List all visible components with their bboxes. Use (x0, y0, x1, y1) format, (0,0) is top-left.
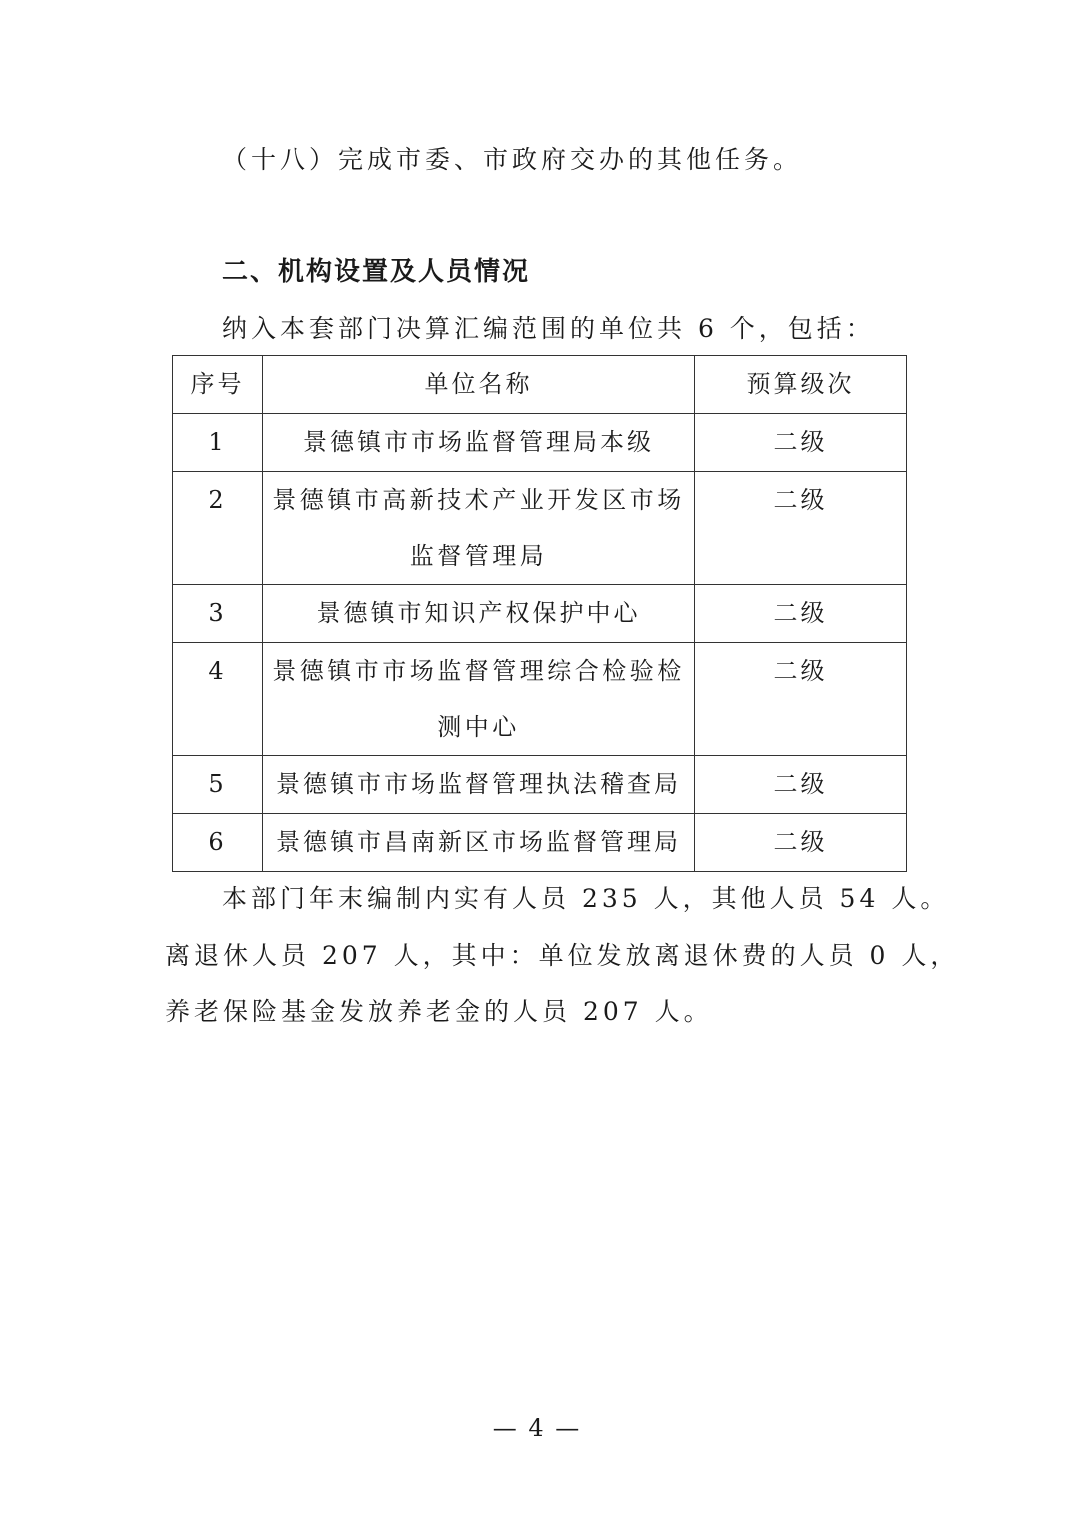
section-heading: 二、机构设置及人员情况 (222, 257, 531, 287)
staff-line-3: 养老保险基金发放养老金的人员 207 人。 (165, 997, 713, 1026)
header-cell: 预算级次 (695, 356, 907, 414)
task-item-18: （十八）完成市委、市政府交办的其他任务。 (222, 145, 803, 174)
row-number: 5 (173, 756, 263, 814)
budget-level: 二级 (695, 756, 907, 814)
budget-level: 二级 (695, 585, 907, 643)
header-cell: 序号 (173, 356, 263, 414)
unit-name: 景德镇市市场监督管理局本级 (263, 414, 695, 472)
row-number: 3 (173, 585, 263, 643)
header-cell: 单位名称 (263, 356, 695, 414)
row-number: 1 (173, 414, 263, 472)
units-intro: 纳入本套部门决算汇编范围的单位共 6 个，包括： (222, 314, 875, 343)
budget-level: 二级 (695, 414, 907, 472)
budget-level: 二级 (695, 643, 907, 756)
unit-name: 景德镇市高新技术产业开发区市场监督管理局 (263, 472, 695, 585)
row-number: 2 (173, 472, 263, 585)
table-row (173, 585, 907, 643)
budget-level: 二级 (695, 814, 907, 872)
unit-name: 景德镇市知识产权保护中心 (263, 585, 695, 643)
table-header-row (173, 356, 907, 414)
budget-level: 二级 (695, 472, 907, 585)
table-row (173, 414, 907, 472)
unit-name: 景德镇市市场监督管理执法稽查局 (263, 756, 695, 814)
staff-line-2: 离退休人员 207 人，其中：单位发放离退休费的人员 0 人， (165, 941, 960, 970)
table-row (173, 814, 907, 872)
row-number: 4 (173, 643, 263, 756)
staff-line-1: 本部门年末编制内实有人员 235 人，其他人员 54 人。 (222, 884, 950, 913)
row-number: 6 (173, 814, 263, 872)
page-number: — 4 — (492, 1414, 582, 1442)
unit-name: 景德镇市昌南新区市场监督管理局 (263, 814, 695, 872)
table-row (173, 643, 907, 756)
table-row (173, 472, 907, 585)
units-table (172, 355, 907, 872)
unit-name: 景德镇市市场监督管理综合检验检测中心 (263, 643, 695, 756)
table-row (173, 756, 907, 814)
